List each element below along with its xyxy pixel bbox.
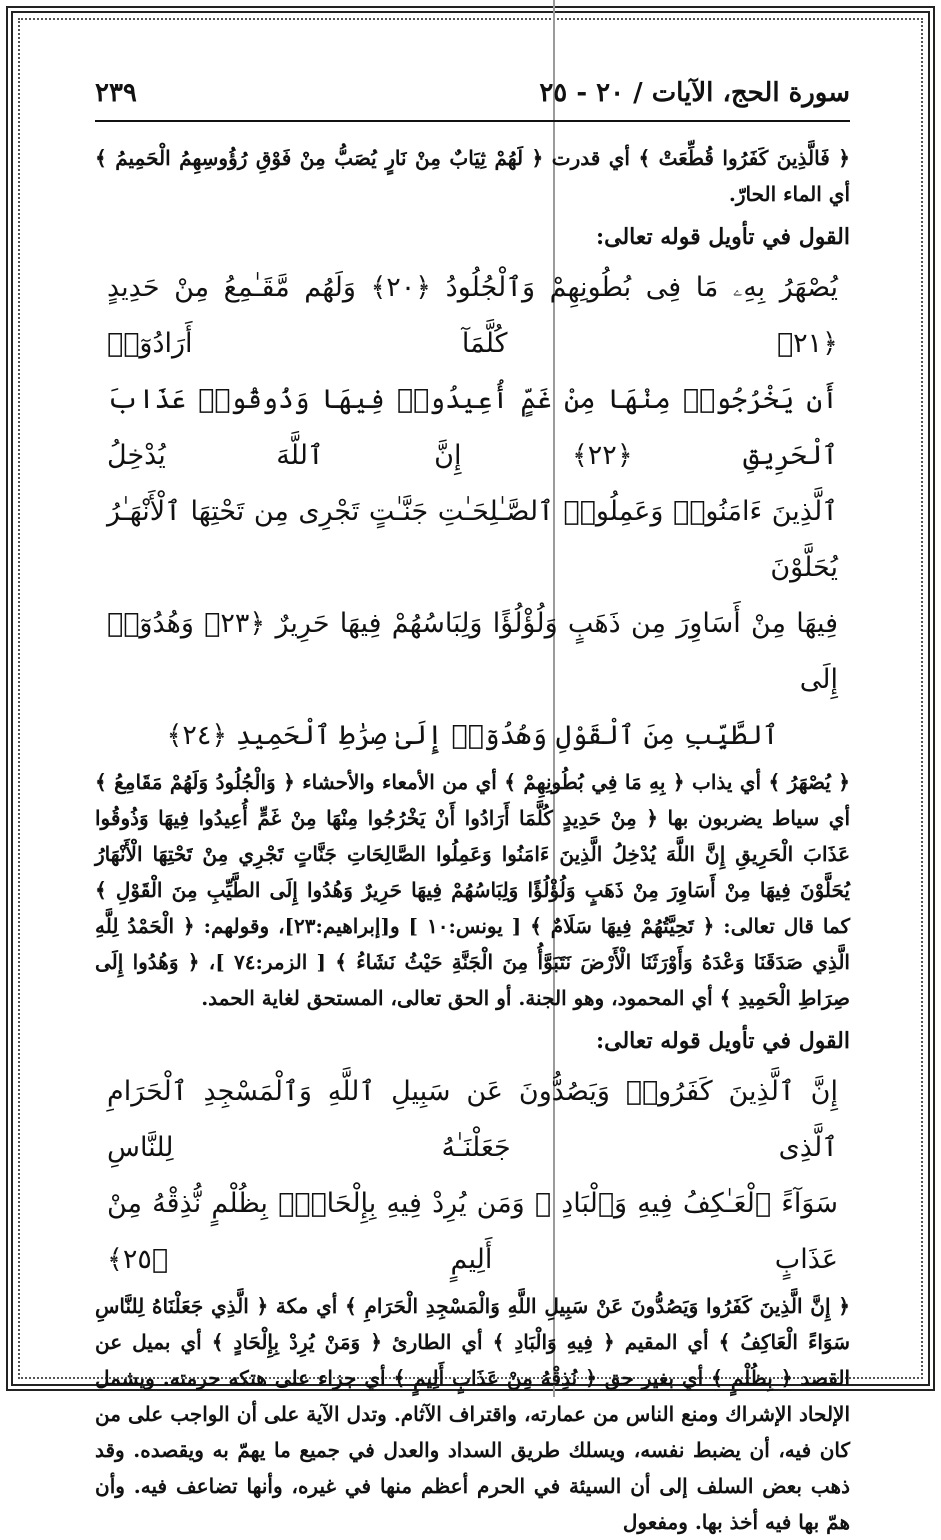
verse-line: إِنَّ ٱلَّذِينَ كَفَرُوا۟ وَيَصُدُّونَ عَن سَبِيلِ ٱللَّهِ وَٱلْمَسْجِدِ ٱلْحَرَامِ ٱلَّذِى جَعَلْنَـٰهُ لِلنَّاسِ [107,1076,838,1163]
commentary-paragraph-2: ﴿ يُصْهَرُ ﴾ أي يذاب ﴿ بِهِ مَا فِي بُطُونِهِمْ ﴾ أي من الأمعاء والأحشاء ﴿ وَالْجُلُودُ وَلَهُمْ مَقَامِعُ ﴾ أي سياط يضربون بها ﴿ مِنْ حَدِيدٍ كُلَّمَا أَرَادُوا أَنْ يَخْرُجُوا مِنْهَا مِنْ غَمٍّ أُعِيدُوا فِيهَا وَذُوقُوا عَذَابَ الْحَرِيقِ إِنَّ اللَّهَ يُدْخِلُ الَّذِينَ ءَامَنُوا وَعَمِلُوا الصَّالِحَاتِ جَنَّاتٍ تَجْرِي مِنْ تَحْتِهَا الْأَنْهَارُ يُحَلَّوْنَ فِيهَا مِنْ أَسَاوِرَ مِنْ ذَهَبٍ وَلُؤْلُؤًا وَلِبَاسُهُمْ فِيهَا حَرِيرٌ وَهُدُوا إِلَى الطَّيِّبِ مِنَ الْقَوْلِ ﴾ كما قال تعالى: ﴿ تَحِيَّتُهُمْ فِيهَا سَلَامٌ ﴾ [ يونس:١٠ ] و[إبراهيم:٢٣]، وقولهم: ﴿ الْحَمْدُ لِلَّهِ الَّذِي صَدَقَنَا وَعْدَهُ وَأَوْرَثَنَا الْأَرْضَ نَتَبَوَّأُ مِنَ الْجَنَّةِ حَيْثُ نَشَاءُ ﴾ [ الزمر:٧٤ ]، ﴿ وَهُدُوا إِلَى صِرَاطِ الْحَمِيدِ ﴾ أي المحمود، وهو الجنة. أو الحق تعالى، المستحق لغاية الحمد. [95,770,851,1010]
commentary-paragraph-1: ﴿ فَالَّذِينَ كَفَرُوا قُطِّعَتْ ﴾ أي قدرت ﴿ لَهُمْ ثِيَابٌ مِنْ نَارٍ يُصَبُّ مِنْ فَوْقِ رُؤُوسِهِمُ الْحَمِيمُ ﴾ أي الماء الحارّ. [95,146,850,206]
page-header [95,78,850,114]
page-number: ٢٣٩ [95,78,137,108]
page-body [95,140,851,1534]
verse-line: ٱلطَّيِّبِ مِنَ ٱلْقَوْلِ وَهُدُوٓا۟ إِلَىٰ صِرَٰطِ ٱلْحَمِيدِ ﴿٢٤﴾ [166,720,779,751]
verse-line: ٱلَّذِينَ ءَامَنُوا۟ وَعَمِلُوا۟ ٱلصَّـٰلِحَـٰتِ جَنَّـٰتٍ تَجْرِى مِن تَحْتِهَا ٱلْأَنْهَـٰرُ يُحَلَّوْنَ [107,496,838,583]
section-heading-2: القول في تأويل قوله تعالى: [596,1028,850,1054]
verse-block-1 [95,260,850,764]
header-rule [95,120,850,122]
verse-line: أَن يَخْرُجُوا۟ مِنْهَا مِنْ غَمٍّ أُعِيدُوا۟ فِيهَا وَذُوقُوا۟ عَذَابَ ٱلْحَرِيقِ ﴿٢٢﴾ إِنَّ ٱللَّهَ يُدْخِلُ [107,384,839,471]
verse-block-2 [95,1064,850,1288]
commentary-paragraph-3: ﴿ إِنَّ الَّذِينَ كَفَرُوا وَيَصُدُّونَ عَنْ سَبِيلِ اللَّهِ وَالْمَسْجِدِ الْحَرَامِ ﴾ أي مكة ﴿ الَّذِي جَعَلْنَاهُ لِلنَّاسِ سَوَاءً الْعَاكِفُ ﴾ أي المقيم ﴿ فِيهِ وَالْبَادِ ﴾ أي الطارئ ﴿ وَمَنْ يُرِدْ بِإِلْحَادٍ ﴾ أي بميل عن القصد ﴿ بِظُلْمٍ ﴾ أي بغير حق ﴿ نُذِقْهُ مِنْ عَذَابٍ أَلِيمٍ ﴾ أي جزاء على هتكه حرمته. ويشمل الإلحاد الإشراك ومنع الناس من عمارته، واقتراف الآثام. وتدل الآية على أن الواجب على من كان فيه، أن يضبط نفسه، ويسلك طريق السداد والعدل في جميع ما يهمّ به ويقصده. وقد ذهب بعض السلف إلى أن السيئة في الحرم أعظم منها في غيره، وأنها تضاعف فيه. وأن همّ بها فيه أخذ بها. ومفعول [95,1294,850,1534]
section-heading-1: القول في تأويل قوله تعالى: [596,224,850,250]
surah-title: سورة الحج، الآيات / ٢٠ - ٢٥ [539,78,850,108]
verse-line: سَوَآءً ٱلْعَـٰكِفُ فِيهِ وَٱلْبَادِ ۚ وَمَن يُرِدْ فِيهِ بِإِلْحَادٍۭ بِظُلْمٍ نُّذِقْهُ مِنْ عَذَابٍ أَلِيمٍ ﴿٢٥﴾ [107,1188,838,1275]
verse-line: يُصْهَرُ بِهِۦ مَا فِى بُطُونِهِمْ وَٱلْجُلُودُ ﴿٢٠﴾ وَلَهُم مَّقَـٰمِعُ مِنْ حَدِيدٍ ﴿٢١﴾ كُلَّمَآ أَرَادُوٓا۟ [107,272,839,359]
verse-line: فِيهَا مِنْ أَسَاوِرَ مِن ذَهَبٍ وَلُؤْلُؤًا وَلِبَاسُهُمْ فِيهَا حَرِيرٌ ﴿٢٣﴾ وَهُدُوٓا۟ إِلَى [107,608,838,695]
